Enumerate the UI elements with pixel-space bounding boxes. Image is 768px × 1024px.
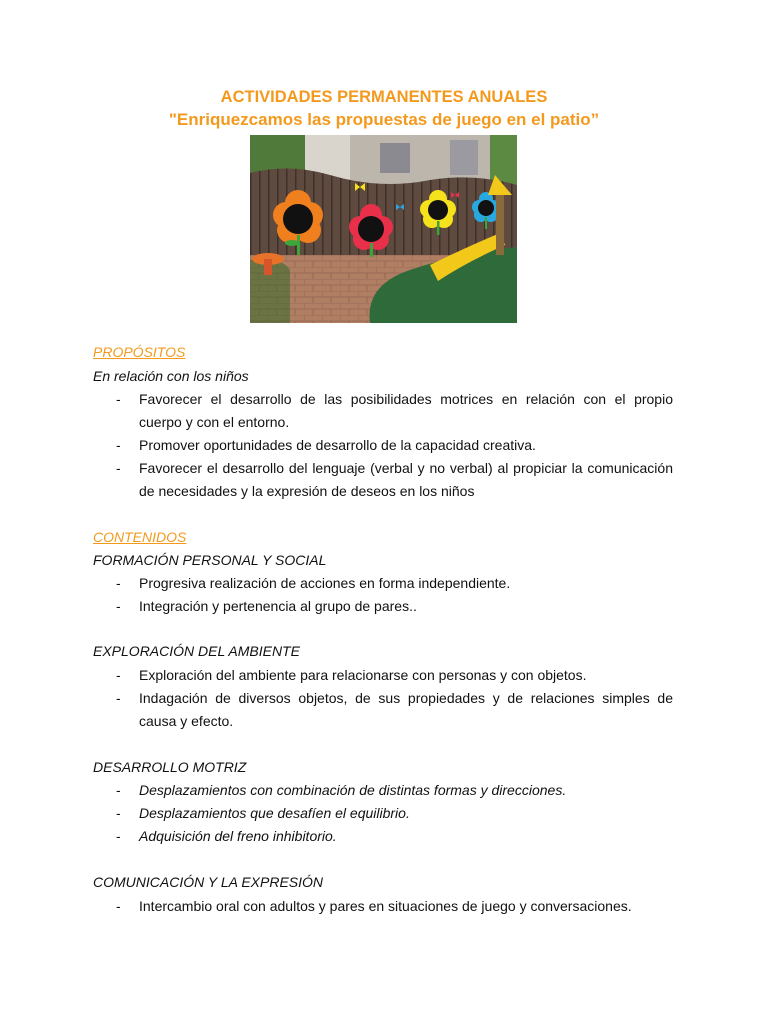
comunicacion-item-1: Intercambio oral con adultos y pares en situaciones de juego y conversaciones.	[139, 898, 632, 914]
bullet: -	[116, 805, 121, 821]
bullet: -	[116, 828, 121, 844]
comunicacion-title: COMUNICACIÓN Y LA EXPRESIÓN	[93, 874, 324, 890]
bullet: -	[116, 575, 121, 591]
motriz-item-1: Desplazamientos con combinación de distintas formas y direcciones.	[139, 782, 567, 798]
bullet: -	[116, 460, 121, 476]
exploracion-item-2-line1: Indagación de diversos objetos, de sus propiedades y de relaciones simples de	[139, 690, 673, 706]
propositos-heading: PROPÓSITOS	[93, 344, 186, 360]
bullet: -	[116, 690, 121, 706]
motriz-item-2: Desplazamientos que desafíen el equilibrio.	[139, 805, 410, 821]
propositos-subheading: En relación con los niños	[93, 368, 249, 384]
exploracion-title: EXPLORACIÓN DEL AMBIENTE	[93, 643, 300, 659]
bullet: -	[116, 898, 121, 914]
contenidos-heading: CONTENIDOS	[93, 529, 187, 545]
proposito-item-3-line1: Favorecer el desarrollo del lenguaje (verbal y no verbal) al propiciar la comunicación	[139, 460, 673, 476]
formacion-item-2: Integración y pertenencia al grupo de pares..	[139, 598, 417, 614]
formacion-title: FORMACIÓN PERSONAL Y SOCIAL	[93, 552, 327, 568]
exploracion-item-1: Exploración del ambiente para relacionarse con personas y con objetos.	[139, 667, 587, 683]
motriz-title: DESARROLLO MOTRIZ	[93, 759, 247, 775]
document-subtitle: "Enriquezcamos las propuestas de juego en el patio”	[168, 110, 600, 129]
proposito-item-1-line2: cuerpo y con el entorno.	[139, 414, 290, 430]
proposito-item-2: Promover oportunidades de desarrollo de la capacidad creativa.	[139, 437, 536, 453]
bullet: -	[116, 598, 121, 614]
proposito-item-3-line2: de necesidades y la expresión de deseos en los niños	[139, 483, 475, 499]
bullet: -	[116, 391, 121, 407]
bullet: -	[116, 667, 121, 683]
bullet: -	[116, 437, 121, 453]
document-title: ACTIVIDADES PERMANENTES ANUALES	[220, 88, 548, 106]
bullet: -	[116, 782, 121, 798]
formacion-item-1: Progresiva realización de acciones en forma independiente.	[139, 575, 511, 591]
playground-photo	[250, 135, 517, 323]
exploracion-item-2-line2: causa y efecto.	[139, 713, 234, 729]
motriz-item-3: Adquisición del freno inhibitorio.	[139, 828, 337, 844]
proposito-item-1-line1: Favorecer el desarrollo de las posibilidades motrices en relación con el propio	[139, 391, 673, 407]
playground-illustration	[250, 135, 517, 323]
